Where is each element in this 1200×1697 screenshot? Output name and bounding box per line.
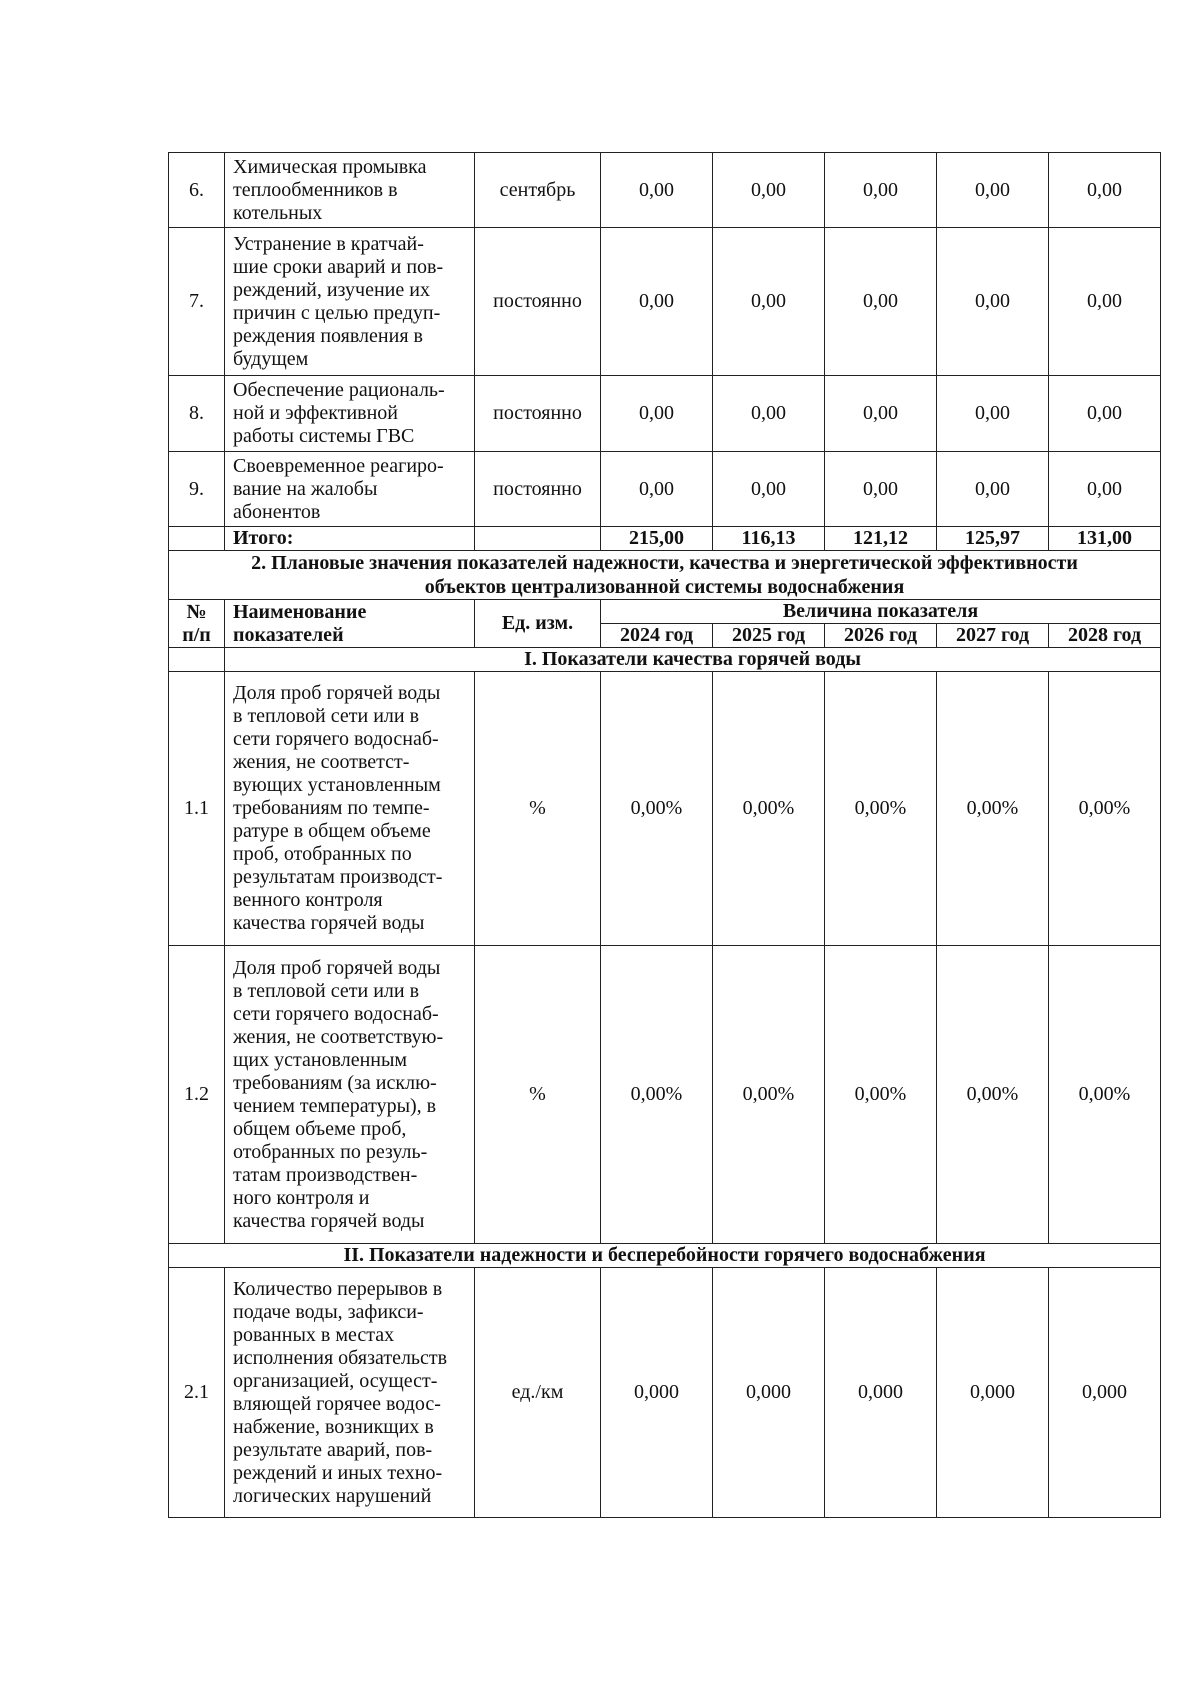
indicator-unit: % — [475, 946, 601, 1244]
activity-period: постоянно — [475, 452, 601, 527]
value-cell: 0,00 — [1049, 452, 1161, 527]
value-cell: 0,00 — [713, 452, 825, 527]
value-cell: 0,000 — [601, 1268, 713, 1518]
activity-name: Устранение в кратчай- шие сроки аварий и пов- реждений, изучение их причин с целью предуп- реждения появления в будущем — [225, 228, 475, 376]
value-cell: 0,00 — [713, 376, 825, 452]
total-row — [169, 527, 1161, 551]
row-number: 9. — [169, 452, 225, 527]
indicator-name: Количество перерывов в подаче воды, зафикси- рованных в местах исполнения обязательств организацией, осущест- вляющей горячее водос- набжение, возникщих в результате аварий, пов- реждений и иных техно- логических нарушений — [225, 1268, 475, 1518]
total-label: Итого: — [225, 527, 475, 551]
section-title: 2. Плановые значения показателей надежности, качества и энергетической эффективности объектов централизованной системы водоснабжения — [169, 551, 1161, 600]
value-cell: 0,00 — [825, 376, 937, 452]
indicator-name: Доля проб горячей воды в тепловой сети или в сети горячего водоснаб- жения, не соответст- вующих установленным требованиям по темпе- ратуре в общем объеме проб, отобранных по результатам производст- венного контроля качества горячей воды — [225, 672, 475, 946]
indicator-row — [169, 672, 1161, 946]
value-cell: 0,00% — [937, 672, 1049, 946]
value-cell: 0,00 — [825, 153, 937, 228]
value-cell: 0,00% — [601, 946, 713, 1244]
row-number: 8. — [169, 376, 225, 452]
section-title-row — [169, 551, 1161, 600]
col-unit-header: Ед. изм. — [475, 600, 601, 648]
value-cell: 0,00 — [713, 153, 825, 228]
total-value: 215,00 — [601, 527, 713, 551]
col-value-header: Величина показателя — [601, 600, 1161, 624]
value-cell: 0,00% — [713, 946, 825, 1244]
row-number: 7. — [169, 228, 225, 376]
row-number: 2.1 — [169, 1268, 225, 1518]
year-header: 2027 год — [937, 624, 1049, 648]
indicator-name: Доля проб горячей воды в тепловой сети или в сети горячего водоснаб- жения, не соответствую- щих установленным требованиям (за исклю- чением температуры), в общем объеме проб, отобранных по резуль- татам производствен- ного контроля и качества горячей воды — [225, 946, 475, 1244]
group-title-row — [169, 648, 1161, 672]
indicators-table — [168, 152, 1161, 1518]
activity-row — [169, 452, 1161, 527]
value-cell: 0,00 — [713, 228, 825, 376]
total-value: 131,00 — [1049, 527, 1161, 551]
activity-name: Обеспечение рациональ- ной и эффективной работы системы ГВС — [225, 376, 475, 452]
value-cell: 0,00 — [601, 153, 713, 228]
value-cell: 0,00 — [825, 228, 937, 376]
value-cell: 0,00% — [825, 672, 937, 946]
activity-name: Химическая промывка теплообменников в котельных — [225, 153, 475, 228]
indicator-unit: ед./км — [475, 1268, 601, 1518]
value-cell: 0,000 — [1049, 1268, 1161, 1518]
group-title: I. Показатели качества горячей воды — [225, 648, 1161, 672]
indicator-row — [169, 946, 1161, 1244]
activity-row — [169, 228, 1161, 376]
header-row — [169, 600, 1161, 624]
value-cell: 0,00% — [601, 672, 713, 946]
value-cell: 0,00 — [601, 228, 713, 376]
value-cell: 0,00% — [713, 672, 825, 946]
row-number: 1.2 — [169, 946, 225, 1244]
value-cell: 0,00% — [937, 946, 1049, 1244]
value-cell: 0,00% — [825, 946, 937, 1244]
value-cell: 0,00 — [1049, 153, 1161, 228]
value-cell: 0,00 — [1049, 376, 1161, 452]
empty-cell — [169, 648, 225, 672]
indicator-unit: % — [475, 672, 601, 946]
year-header: 2024 год — [601, 624, 713, 648]
year-header: 2025 год — [713, 624, 825, 648]
col-num-header: № п/п — [169, 600, 225, 648]
value-cell: 0,00 — [937, 452, 1049, 527]
total-value: 121,12 — [825, 527, 937, 551]
group-title-row — [169, 1244, 1161, 1268]
activity-name: Своевременное реагиро- вание на жалобы абонентов — [225, 452, 475, 527]
total-value: 125,97 — [937, 527, 1049, 551]
value-cell: 0,000 — [713, 1268, 825, 1518]
empty-cell — [169, 527, 225, 551]
value-cell: 0,00 — [601, 452, 713, 527]
value-cell: 0,000 — [937, 1268, 1049, 1518]
value-cell: 0,000 — [825, 1268, 937, 1518]
activity-period: постоянно — [475, 228, 601, 376]
value-cell: 0,00 — [1049, 228, 1161, 376]
indicator-row — [169, 1268, 1161, 1518]
value-cell: 0,00 — [825, 452, 937, 527]
value-cell: 0,00 — [937, 376, 1049, 452]
value-cell: 0,00 — [937, 228, 1049, 376]
activity-row — [169, 376, 1161, 452]
empty-cell — [475, 527, 601, 551]
year-header: 2028 год — [1049, 624, 1161, 648]
activity-row — [169, 153, 1161, 228]
group-title: II. Показатели надежности и бесперебойности горячего водоснабжения — [169, 1244, 1161, 1268]
year-header: 2026 год — [825, 624, 937, 648]
total-value: 116,13 — [713, 527, 825, 551]
col-name-header: Наименование показателей — [225, 600, 475, 648]
value-cell: 0,00 — [937, 153, 1049, 228]
row-number: 1.1 — [169, 672, 225, 946]
row-number: 6. — [169, 153, 225, 228]
value-cell: 0,00% — [1049, 946, 1161, 1244]
activity-period: постоянно — [475, 376, 601, 452]
value-cell: 0,00% — [1049, 672, 1161, 946]
activity-period: сентябрь — [475, 153, 601, 228]
value-cell: 0,00 — [601, 376, 713, 452]
